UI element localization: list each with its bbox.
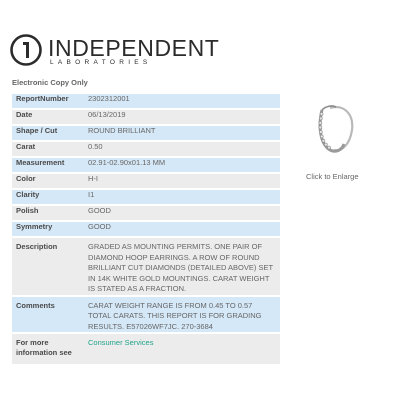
row-label: Carat [12,142,84,156]
row-label: Description [12,238,84,295]
independent-laboratories-logo [10,34,220,68]
report-row-comments [12,297,280,333]
row-value: I1 [84,190,280,204]
row-value: H-I [84,174,280,188]
row-label: Comments [12,297,84,333]
row-label: For more information see [12,334,84,364]
row-value: 0.50 [84,142,280,156]
click-to-enlarge-label[interactable]: Click to Enlarge [306,172,359,181]
row-label: Clarity [12,190,84,204]
report-row-symmetry [12,222,280,236]
row-value: 06/13/2019 [84,110,280,124]
report-row-polish [12,206,280,220]
logo-mark-icon [10,34,42,66]
row-label: Shape / Cut [12,126,84,140]
report-row-measurement [12,158,280,172]
row-value: 2302312001 [84,94,280,108]
logo-brand-name: INDEPENDENT [48,35,220,61]
report-row-number [12,94,280,108]
report-row-carat [12,142,280,156]
logo-brand-subtitle: LABORATORIES [50,59,152,66]
row-value: GOOD [84,206,280,220]
row-value: CARAT WEIGHT RANGE IS FROM 0.45 TO 0.57 TOTAL CARATS. THIS REPORT IS FOR GRADING RESULTS. E57026WF7JC. 270-3684 [84,297,280,333]
report-row-shape [12,126,280,140]
earring-thumbnail[interactable] [310,100,362,158]
row-label: Date [12,110,84,124]
row-label: Polish [12,206,84,220]
electronic-copy-label: Electronic Copy Only [12,78,88,87]
report-row-description [12,238,280,295]
row-label: Color [12,174,84,188]
row-label: Symmetry [12,222,84,236]
report-table [12,92,280,366]
row-label: Measurement [12,158,84,172]
report-row-date [12,110,280,124]
row-value: 02.91-02.90x01.13 MM [84,158,280,172]
row-value: GOOD [84,222,280,236]
row-label: ReportNumber [12,94,84,108]
report-row-more-info [12,334,280,364]
report-row-color [12,174,280,188]
row-value: GRADED AS MOUNTING PERMITS. ONE PAIR OF DIAMOND HOOP EARRINGS. A ROW OF ROUND BRILLIANT CUT DIAMONDS (DETAILED ABOVE) SET IN 14K WHITE GOLD MOUNTINGS. CARAT WEIGHT IS STATED AS A FRACTION. [84,238,280,295]
report-row-clarity [12,190,280,204]
row-value: ROUND BRILLIANT [84,126,280,140]
consumer-services-link[interactable]: Consumer Services [84,334,280,364]
